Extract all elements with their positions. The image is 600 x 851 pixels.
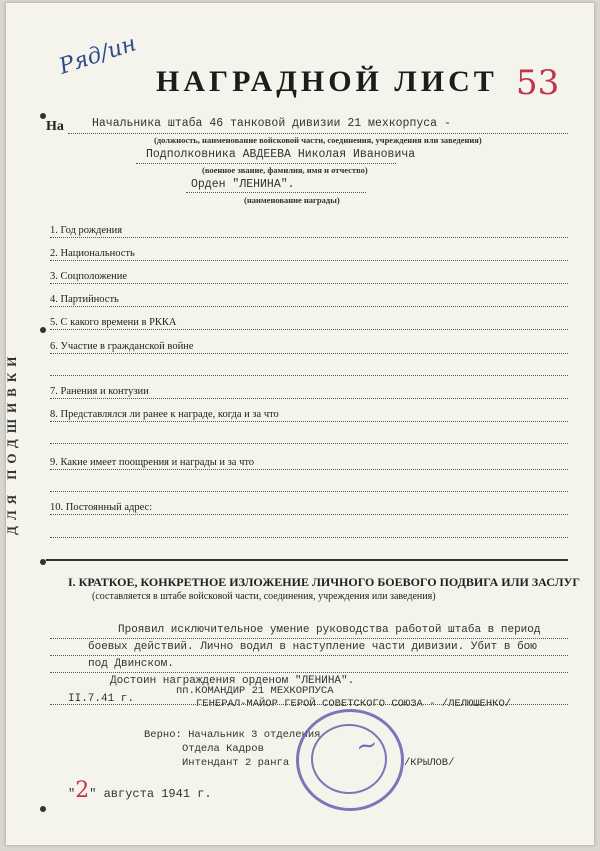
form-item-wounds: 7. Ранения и контузии <box>50 386 152 397</box>
official-stamp <box>296 709 404 811</box>
handwritten-number: 53 <box>516 63 560 103</box>
punch-hole <box>40 327 46 333</box>
signature-line: пп.КОМАНДИР 21 МЕХКОРПУСА <box>176 685 334 697</box>
handwritten-note-left: Ряд/ин <box>56 31 140 80</box>
signature-scribble: ~ <box>353 729 381 763</box>
form-line <box>50 469 568 470</box>
form-item-address: 10. Постоянный адрес: <box>50 502 155 513</box>
form-item-nationality: 2. Национальность <box>50 248 138 259</box>
footer-date <box>68 778 212 803</box>
form-item-party: 4. Партийность <box>50 294 122 305</box>
award-underline <box>186 192 366 193</box>
narrative-line: боевых действий. Лично водил в наступление части дивизии. Убит в бою <box>88 641 537 653</box>
form-item-social-status: 3. Соцположение <box>50 271 130 282</box>
position-caption: (должность, наименование войсковой части, соединения, учреждения или заведения) <box>154 135 482 145</box>
form-item-prior-awards: 8. Представлялся ли ранее к награде, когда и за что <box>50 409 282 420</box>
form-item-birth-year: 1. Год рождения <box>50 225 125 236</box>
verification-line: Верно: Начальник 3 отделения <box>144 729 321 741</box>
form-item-rkka-since: 5. С какого времени в РККА <box>50 317 180 328</box>
page-title: НАГРАДНОЙ ЛИСТ <box>156 65 498 98</box>
position-underline <box>68 133 568 134</box>
form-line <box>50 421 568 422</box>
form-item-incentives: 9. Какие имеет поощрения и награды и за что <box>50 457 257 468</box>
handwritten-day: 2 <box>75 778 90 803</box>
form-line-extra <box>50 491 568 492</box>
form-line <box>50 306 568 307</box>
name-text: Подполковника АВДЕЕВА Николая Ивановича <box>146 148 416 161</box>
signature-line: ГЕНЕРАЛ-МАЙОР ГЕРОЙ СОВЕТСКОГО СОЮЗА - /ЛЕЛЮШЕНКО/ <box>196 698 512 710</box>
section-subtitle: (составляется в штабе войсковой части, соединения, учреждения или заведения) <box>92 591 436 602</box>
form-line <box>50 398 568 399</box>
signature-date: II.7.41 г. <box>68 693 135 705</box>
form-line-extra <box>50 375 568 376</box>
form-item-civil-war: 6. Участие в гражданской войне <box>50 341 196 352</box>
award-sheet <box>6 3 594 845</box>
verification-line: Отдела Кадров <box>182 743 264 755</box>
name-underline <box>136 163 396 164</box>
award-caption: (наименование награды) <box>244 195 340 205</box>
form-line <box>50 329 568 330</box>
quote-mark: " <box>68 787 76 801</box>
form-line <box>50 514 568 515</box>
section-divider <box>46 559 568 561</box>
narrative-line: под Двинском. <box>88 658 174 670</box>
form-line <box>50 353 568 354</box>
form-line <box>50 283 568 284</box>
award-text: Орден "ЛЕНИНА". <box>191 178 295 191</box>
section-title: I. КРАТКОЕ, КОНКРЕТНОЕ ИЗЛОЖЕНИЕ ЛИЧНОГО БОЕВОГО ПОДВИГА ИЛИ ЗАСЛУГ <box>68 575 580 589</box>
recipient-prefix: На <box>46 119 64 134</box>
form-line <box>50 260 568 261</box>
form-line-extra <box>50 443 568 444</box>
narrative-underline <box>50 638 568 639</box>
footer-date-rest: " августа 1941 г. <box>89 787 212 801</box>
punch-hole <box>40 806 46 812</box>
narrative-line: Достоин награждения орденом "ЛЕНИНА". <box>110 675 355 687</box>
binding-label: ДЛЯ ПОДШИВКИ <box>4 350 19 536</box>
name-caption: (военное звание, фамилия, имя и отчество) <box>202 165 368 175</box>
narrative-underline <box>50 672 568 673</box>
form-line-extra <box>50 537 568 538</box>
position-text: Начальника штаба 46 танковой дивизии 21 мехкорпуса - <box>92 117 451 130</box>
verification-line: Интендант 2 ранга <box>182 757 290 769</box>
verification-name: /КРЫЛОВ/ <box>404 757 455 769</box>
narrative-underline <box>50 655 568 656</box>
form-line <box>50 237 568 238</box>
narrative-line: Проявил исключительное умение руководства работой штаба в период <box>118 624 541 636</box>
